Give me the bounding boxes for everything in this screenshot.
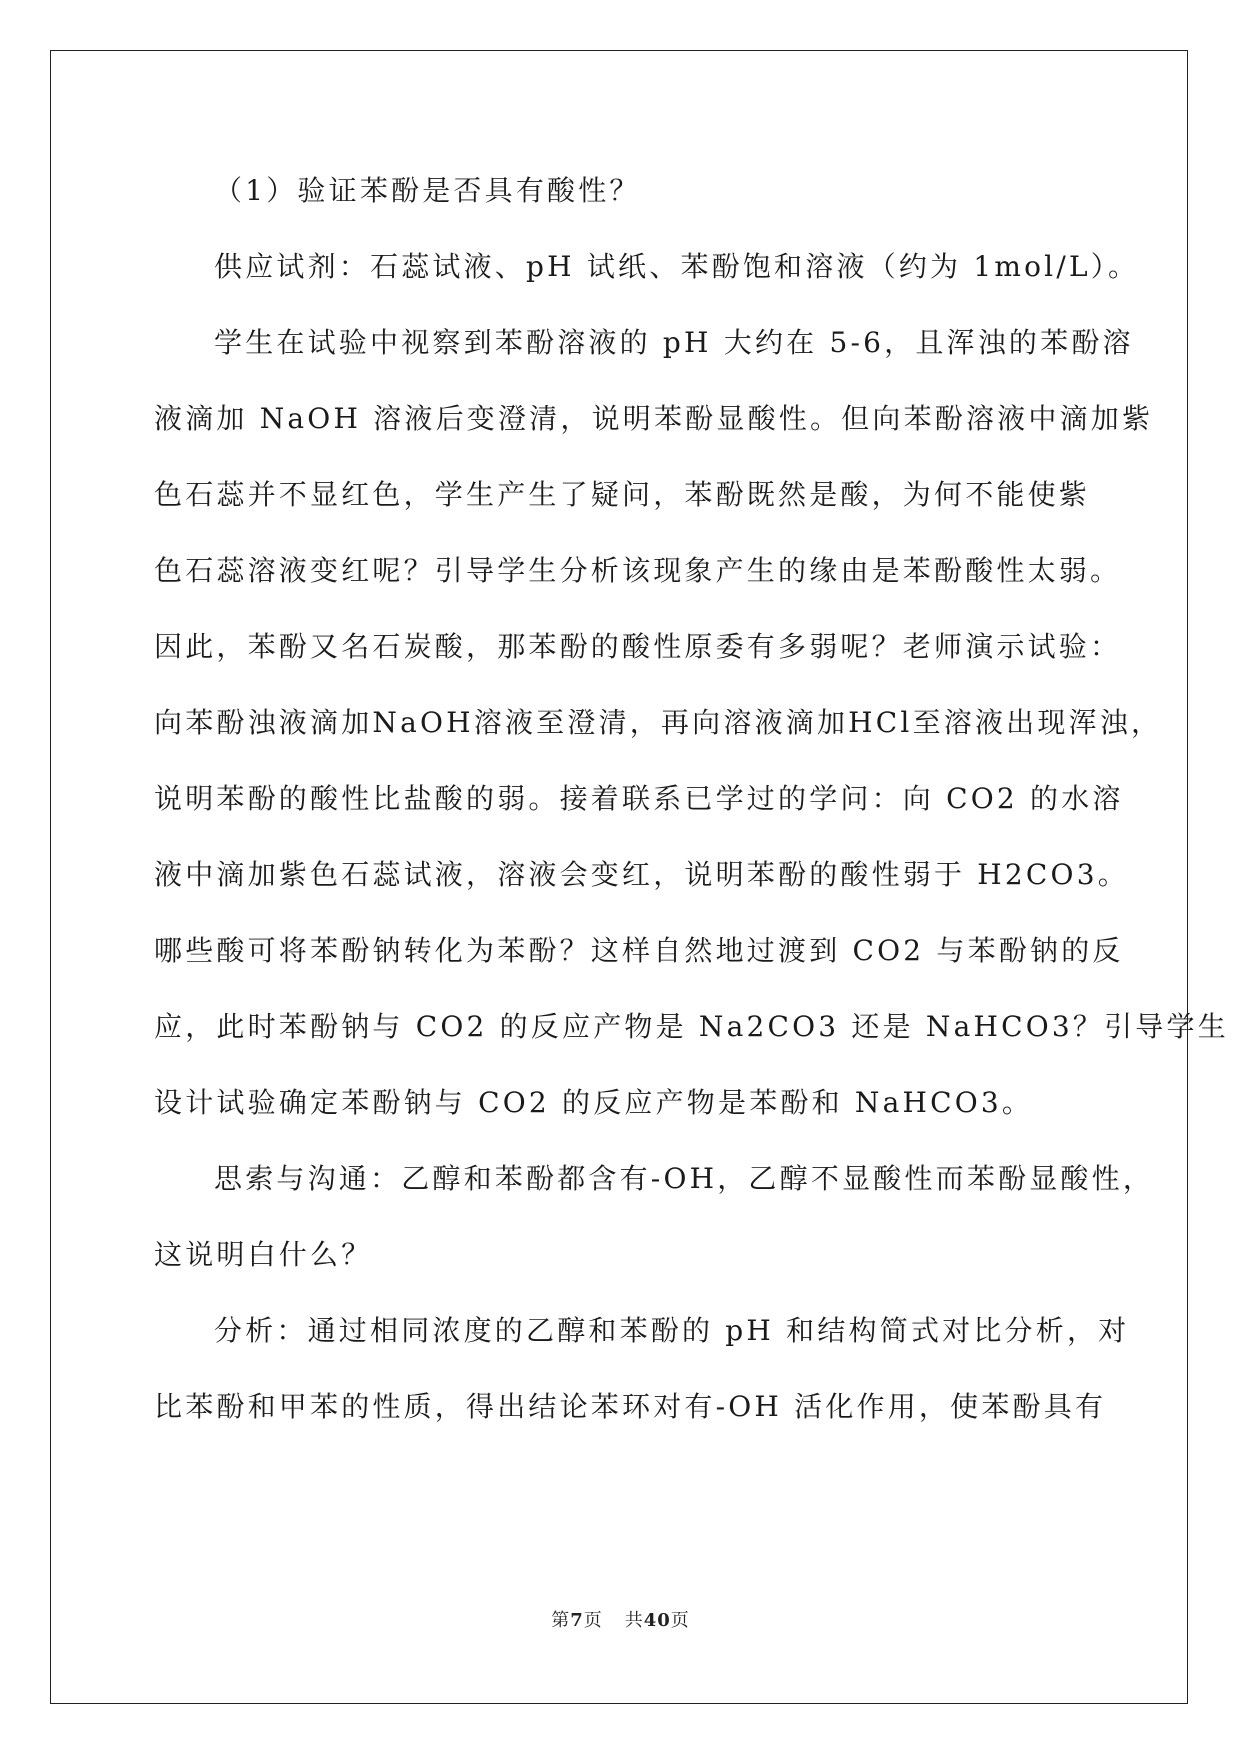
page-footer [0,1606,1241,1632]
text-line-10: 液中滴加紫色石蕊试液，溶液会变红，说明苯酚的酸性弱于 H2CO3。 [154,858,1129,891]
text-line-3: 学生在试验中视察到苯酚溶液的 pH 大约在 5-6，且浑浊的苯酚溶 [214,326,1134,359]
text-line-14: 思索与沟通：乙醇和苯酚都含有-OH，乙醇不显酸性而苯酚显酸性， [214,1162,1155,1195]
page-number: 7 [570,1610,584,1631]
text-line-16: 分析：通过相同浓度的乙醇和苯酚的 pH 和结构简式对比分析，对 [214,1314,1130,1347]
text-line-6: 色石蕊溶液变红呢？引导学生分析该现象产生的缘由是苯酚酸性太弱。 [154,554,1122,587]
total-pages: 40 [643,1610,671,1631]
total-suffix: 页 [670,1610,690,1631]
text-line-1: （1）验证苯酚是否具有酸性？ [214,174,641,207]
text-line-7: 因此，苯酚又名石炭酸，那苯酚的酸性原委有多弱呢？老师演示试验： [154,630,1122,663]
text-line-11: 哪些酸可将苯酚钠转化为苯酚？这样自然地过渡到 CO2 与苯酚钠的反 [154,934,1124,967]
page-prefix: 第 [551,1610,571,1631]
text-line-8: 向苯酚浊液滴加NaOH溶液至澄清，再向溶液滴加HCl至溶液出现浑浊， [154,706,1163,739]
text-line-2: 供应试剂：石蕊试液、pH 试纸、苯酚饱和溶液（约为 1mol/L）。 [214,250,1140,283]
text-line-13: 设计试验确定苯酚钠与 CO2 的反应产物是苯酚和 NaHCO3。 [154,1086,1034,1119]
text-line-4: 液滴加 NaOH 溶液后变澄清，说明苯酚显酸性。但向苯酚溶液中滴加紫 [154,402,1154,435]
text-line-9: 说明苯酚的酸性比盐酸的弱。接着联系已学过的学问：向 CO2 的水溶 [154,782,1124,815]
text-line-5: 色石蕊并不显红色，学生产生了疑问，苯酚既然是酸，为何不能使紫 [154,478,1091,511]
page-suffix: 页 [583,1610,603,1631]
text-line-12: 应，此时苯酚钠与 CO2 的反应产物是 Na2CO3 还是 NaHCO3？引导学生 [154,1010,1229,1043]
total-prefix: 共 [624,1610,644,1631]
document-body [154,163,1229,1455]
text-line-17: 比苯酚和甲苯的性质，得出结论苯环对有-OH 活化作用，使苯酚具有 [154,1390,1107,1423]
text-line-15: 这说明白什么？ [154,1238,373,1271]
